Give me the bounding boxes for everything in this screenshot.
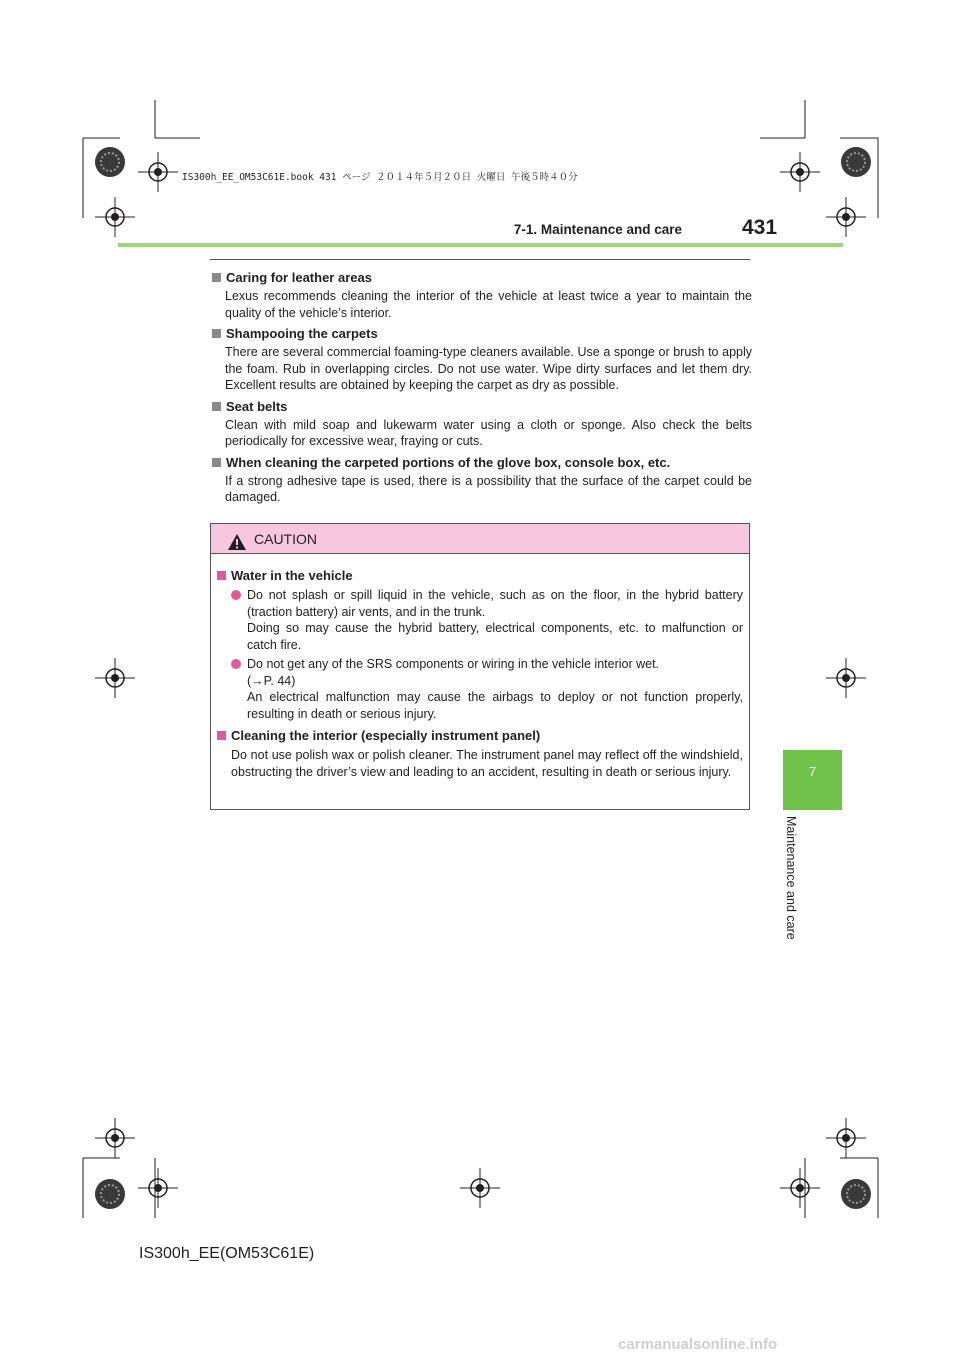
topic-heading (212, 270, 752, 285)
book-stamp: IS300h_EE_OM53C61E.book 431 ページ ２０１４年５月２０日 火曜日 午後５時４０分 (182, 172, 578, 183)
watermark: carmanualsonline.info (618, 1336, 778, 1353)
page-reference-link[interactable]: (→P. 44) (247, 673, 296, 688)
caution-subheading (217, 728, 743, 743)
chapter-side-label-box (784, 816, 804, 966)
main-content (212, 270, 752, 511)
warning-triangle-icon (227, 533, 247, 551)
section-title: 7-1. Maintenance and care (513, 222, 682, 237)
square-bullet-icon (217, 731, 226, 740)
caution-box (210, 523, 750, 810)
crosshair-target-icon (826, 658, 866, 698)
topic-seat-belts (212, 399, 752, 450)
topic-heading (212, 455, 752, 470)
topic-text: There are several commercial foaming-type cleaners available. Use a sponge or brush to apply the foam. Rub in overlapping circles. Do not use water. Wipe dirty surfaces and let them dry. Excellent results are obtained by keeping the carpet as dry as possible. (225, 345, 752, 392)
caution-body (211, 554, 749, 780)
topic-title: When cleaning the carpeted portions of the glove box, console box, etc. (226, 454, 671, 470)
registration-wheel-icon (94, 1178, 126, 1210)
topic-heading (212, 399, 752, 414)
caution-item-text (247, 587, 743, 653)
topic-carpets (212, 326, 752, 394)
chapter-tab (783, 750, 842, 810)
crosshair-target-icon (780, 1168, 820, 1208)
square-bullet-icon (217, 571, 226, 580)
topic-text: If a strong adhesive tape is used, there is a possibility that the surface of the carpet could be damaged. (225, 473, 752, 504)
manual-code: IS300h_EE(OM53C61E) (139, 1245, 315, 1262)
crosshair-target-icon (460, 1168, 500, 1208)
caution-water (217, 568, 743, 722)
crosshair-target-icon (95, 658, 135, 698)
caution-subtitle: Cleaning the interior (especially instrument panel) (231, 728, 541, 743)
caution-item-line: Do not get any of the SRS components or wiring in the vehicle interior wet. (247, 657, 660, 671)
caution-item-text (247, 656, 743, 722)
topic-glove-box (212, 455, 752, 506)
caution-item (231, 656, 743, 722)
square-bullet-icon (212, 402, 221, 411)
square-bullet-icon (212, 329, 221, 338)
caution-item-line: Do not splash or spill liquid in the vehicle, such as on the floor, in the hybrid battery (traction battery) air vents, and in the trunk. (247, 588, 743, 619)
registration-wheel-icon (840, 1178, 872, 1210)
topic-heading (212, 326, 752, 341)
topic-text: Lexus recommends cleaning the interior of the vehicle at least twice a year to maintain the quality of the vehicle’s interior. (225, 289, 752, 320)
caution-subtitle: Water in the vehicle (231, 568, 353, 583)
crosshair-target-icon (95, 1118, 135, 1158)
topic-leather (212, 270, 752, 321)
caution-header (211, 524, 749, 554)
header-rule (210, 259, 750, 260)
topic-title: Caring for leather areas (226, 270, 372, 285)
round-bullet-icon (231, 590, 241, 600)
caution-item (231, 587, 743, 653)
square-bullet-icon (212, 273, 221, 282)
chapter-side-label: Maintenance and care (784, 816, 798, 940)
crosshair-target-icon (138, 1168, 178, 1208)
crosshair-target-icon (780, 152, 820, 192)
topic-text: Clean with mild soap and lukewarm water using a cloth or sponge. Also check the belts periodically for excessive wear, fraying or cuts. (225, 417, 752, 448)
caution-title: CAUTION (254, 531, 317, 547)
crosshair-target-icon (95, 197, 135, 237)
topic-title: Shampooing the carpets (226, 326, 378, 341)
caution-interior (217, 728, 743, 780)
registration-wheel-icon (840, 146, 872, 178)
crosshair-target-icon (826, 197, 866, 237)
header-green-bar (118, 243, 843, 247)
chapter-number: 7 (808, 764, 817, 779)
crosshair-target-icon (826, 1118, 866, 1158)
topic-title: Seat belts (226, 398, 288, 414)
page-number: 431 (742, 216, 778, 239)
round-bullet-icon (231, 659, 241, 669)
crosshair-target-icon (138, 152, 178, 192)
caution-item-line: An electrical malfunction may cause the airbags to deploy or not function properly, resulting in death or serious injury. (247, 690, 743, 721)
square-bullet-icon (212, 458, 221, 467)
caution-text: Do not use polish wax or polish cleaner. The instrument panel may reflect off the windshield, obstructing the driver’s view and leading to an accident, resulting in death or serious injury. (231, 748, 743, 779)
registration-wheel-icon (94, 146, 126, 178)
caution-item-line: Doing so may cause the hybrid battery, electrical components, etc. to malfunction or catch fire. (247, 621, 743, 652)
caution-subheading (217, 568, 743, 583)
